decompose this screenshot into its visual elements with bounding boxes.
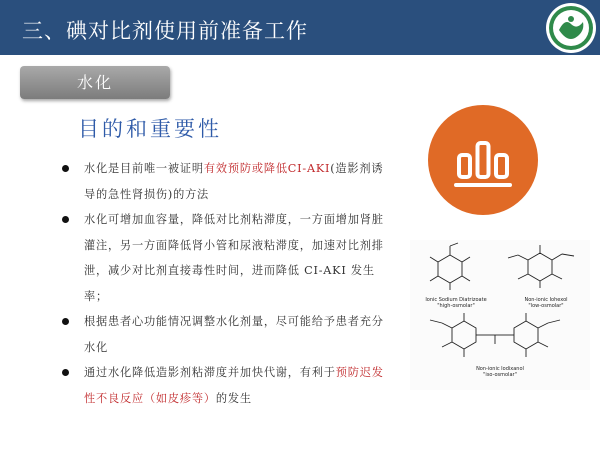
header-bar — [0, 0, 600, 55]
highlighted-text: 预防迟发性不良反应（如皮疹等） — [84, 366, 384, 405]
bullet-text: 水化可增加血容量，降低对比剂粘滞度，一方面增加肾脏灌注，另一方面降低肾小管和尿液粘滞度，加速对比剂排泄，减少对比剂直接毒性时间，进而降低 CI-AKI 发生率； — [84, 213, 384, 303]
contrast-agent-structures-figure — [410, 240, 590, 390]
bullet-text: (造影剂诱导的急性肾损伤)的方法 — [84, 162, 384, 201]
hospital-logo-icon — [545, 2, 597, 54]
bar-chart-icon — [428, 105, 538, 215]
bullet-item — [62, 309, 392, 360]
section-label — [20, 66, 170, 99]
bullet-text: 根据患者心功能情况调整水化剂量，尽可能给予患者充分水化 — [84, 315, 384, 354]
bullet-item — [62, 156, 392, 207]
chem-caption-1: Ionic Sodium Diatrizoate "high-osmolar" — [425, 297, 487, 309]
bullet-item — [62, 360, 392, 411]
bullet-list — [62, 156, 392, 411]
bullet-dot-icon — [62, 318, 69, 325]
bullet-text: 水化是目前唯一被证明 — [84, 162, 204, 175]
bullet-text: 通过水化降低造影剂粘滞度并加快代谢，有利于 — [84, 366, 336, 379]
sub-heading: 目的和重要性 — [78, 117, 222, 141]
bullet-dot-icon — [62, 216, 69, 223]
slide-title: 三、碘对比剂使用前准备工作 — [22, 19, 308, 43]
bullet-text: 的发生 — [215, 391, 252, 405]
bullet-dot-icon — [62, 165, 69, 172]
section-label-text: 水化 — [76, 73, 113, 92]
chem-caption-2: Non-ionic Iohexol "low-osmolar" — [524, 297, 568, 309]
highlighted-text: 有效预防或降低CI-AKI — [203, 162, 331, 175]
chem-caption-3: Non-ionic Iodixanol "iso-osmolar" — [476, 366, 524, 378]
bullet-dot-icon — [62, 369, 69, 376]
bullet-item — [62, 207, 392, 309]
bar-chart-badge — [428, 105, 538, 215]
